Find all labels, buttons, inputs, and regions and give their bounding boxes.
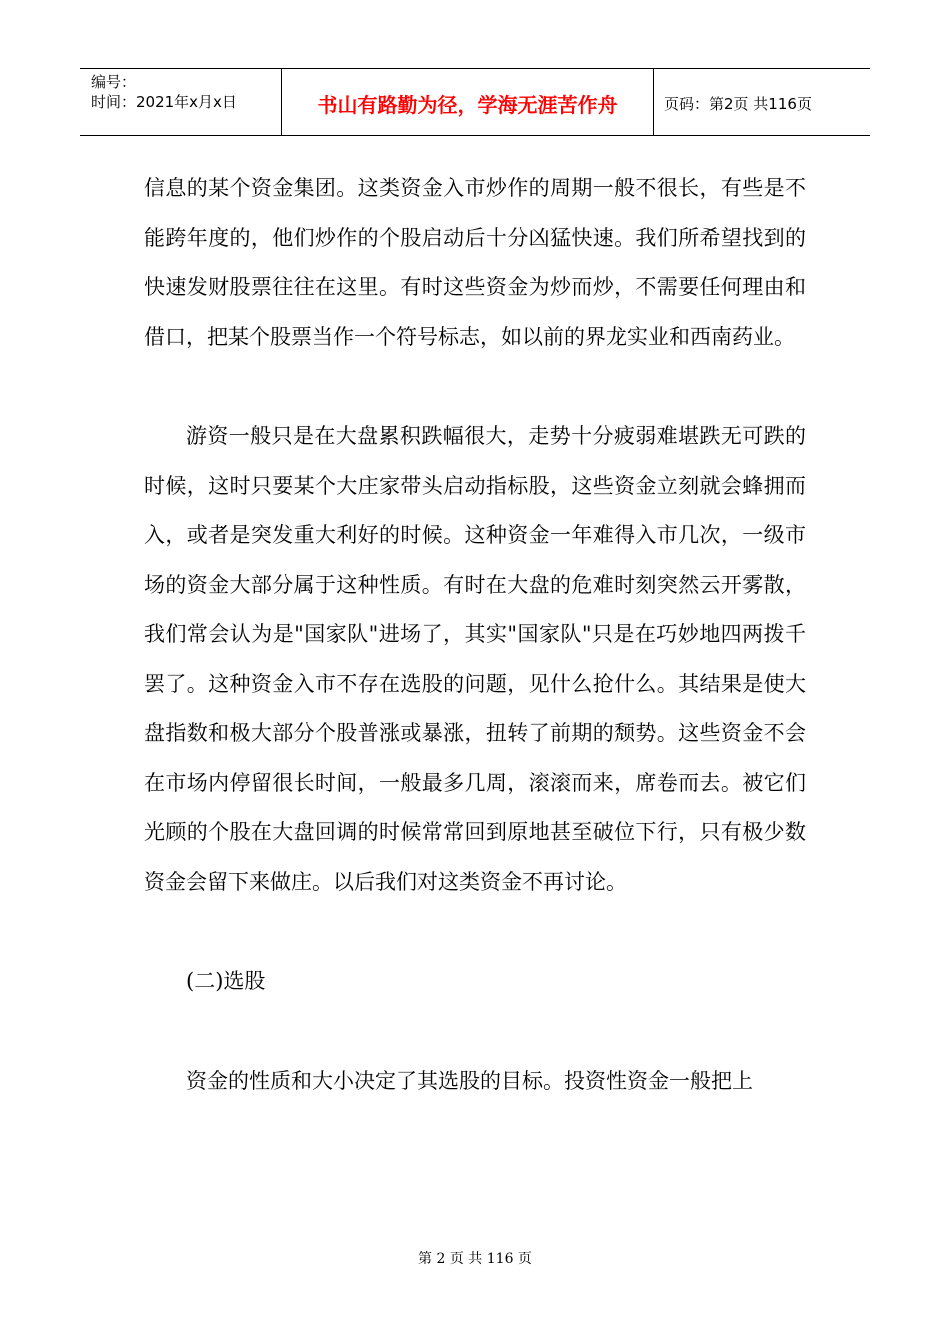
- section-heading: (二)选股: [186, 969, 266, 993]
- paragraph-continuation: 信息的某个资金集团。这类资金入市炒作的周期一般不很长，有些是不能跨年度的，他们炒作的个股启动后十分凶猛快速。我们所希望找到的快速发财股票往往在这里。有时这些资金为炒而炒，不需要任何理由和借口，把某个股票当作一个符号标志，如以前的界龙实业和西南药业。: [144, 176, 806, 349]
- document-body: [144, 164, 806, 1106]
- document-number-label: 编号：: [91, 73, 137, 91]
- header-motto: 书山有路勤为径，学海无涯苦作舟: [282, 69, 654, 135]
- document-time-label: 时间：2021年x月x日: [91, 93, 237, 111]
- paragraph-stock-selection: 资金的性质和大小决定了其选股的目标。投资性资金一般把上: [186, 1068, 753, 1093]
- header-meta-cell: [80, 69, 282, 135]
- header-page-info: 页码：第2页 共116页: [664, 95, 812, 113]
- paragraph-spacer: [144, 1007, 806, 1057]
- paragraph-spacer: [144, 907, 806, 957]
- page-header: [80, 68, 870, 136]
- paragraph-spacer: [144, 362, 806, 412]
- paragraph-hot-money: 游资一般只是在大盘累积跌幅很大，走势十分疲弱难堪跌无可跌的时候，这时只要某个大庄家带头启动指标股，这些资金立刻就会蜂拥而入，或者是突发重大利好的时候。这种资金一年难得入市几次，一级市场的资金大部分属于这种性质。有时在大盘的危难时刻突然云开雾散，我们常会认为是"国家队"进场了，其实"国家队"只是在巧妙地四两拨千罢了。这种资金入市不存在选股的问题，见什么抢什么。其结果是使大盘指数和极大部分个股普涨或暴涨，扭转了前期的颓势。这些资金不会在市场内停留很长时间，一般最多几周，滚滚而来，席卷而去。被它们光顾的个股在大盘回调的时候常常回到原地甚至破位下行，只有极少数资金会留下来做庄。以后我们对这类资金不再讨论。: [144, 424, 806, 894]
- page-footer: 第 2 页 共 116 页: [418, 1251, 532, 1267]
